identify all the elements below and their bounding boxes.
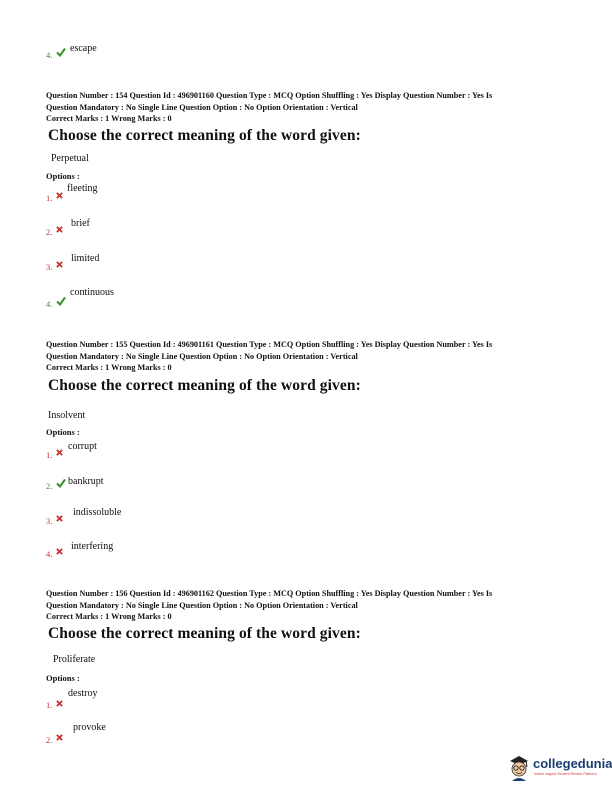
option-number: 3.: [46, 262, 53, 272]
option-number: 3.: [46, 516, 53, 526]
check-icon: [56, 47, 66, 57]
meta-line: Question Number : 156 Question Id : 496901162 Question Type : MCQ Option Shuffling : Yes Display Question Number : Yes Is: [46, 589, 493, 598]
meta-line: Question Number : 154 Question Id : 496901160 Question Type : MCQ Option Shuffling : Yes Display Question Number : Yes Is: [46, 91, 493, 100]
question-meta: [46, 90, 566, 125]
question-word: Proliferate: [53, 654, 96, 665]
options-label: Options :: [46, 673, 80, 683]
question-stem: Choose the correct meaning of the word given:: [48, 127, 361, 144]
question-stem: Choose the correct meaning of the word given:: [48, 377, 361, 394]
marks-line: Correct Marks : 1 Wrong Marks : 0: [46, 363, 172, 372]
mascot-icon: [506, 751, 532, 781]
option-number: 2.: [46, 735, 53, 745]
option-number: 1.: [46, 193, 53, 203]
option-number: 4.: [46, 549, 53, 559]
options-label: Options :: [46, 171, 80, 181]
option-text: interfering: [71, 541, 114, 552]
option-text: bankrupt: [68, 476, 104, 487]
option-text: destroy: [68, 688, 98, 699]
question-word: Insolvent: [48, 410, 86, 421]
question-meta: [46, 339, 566, 374]
meta-line: Question Mandatory : No Single Line Question Option : No Option Orientation : Vertical: [46, 600, 358, 610]
option-text: corrupt: [68, 441, 97, 452]
brand-logo: [506, 750, 610, 784]
option-text: brief: [71, 218, 90, 229]
cross-icon: [56, 449, 63, 456]
question-word: Perpetual: [51, 153, 89, 164]
option-text: indissoluble: [73, 507, 122, 518]
meta-line: Question Mandatory : No Single Line Question Option : No Option Orientation : Vertical: [46, 102, 358, 112]
option-number: 1.: [46, 700, 53, 710]
option-text: limited: [71, 253, 100, 264]
check-icon: [56, 478, 66, 488]
option-number: 2.: [46, 227, 53, 237]
meta-line: Question Number : 155 Question Id : 496901161 Question Type : MCQ Option Shuffling : Yes Display Question Number : Yes Is: [46, 340, 493, 349]
cross-icon: [56, 192, 63, 199]
cross-icon: [56, 515, 63, 522]
option-number: 1.: [46, 450, 53, 460]
cross-icon: [56, 734, 63, 741]
question-stem: Choose the correct meaning of the word given:: [48, 625, 361, 642]
marks-line: Correct Marks : 1 Wrong Marks : 0: [46, 612, 172, 621]
option-text: provoke: [73, 722, 106, 733]
option-number: 4.: [46, 299, 53, 309]
option-text: fleeting: [67, 183, 98, 194]
cross-icon: [56, 261, 63, 268]
marks-line: Correct Marks : 1 Wrong Marks : 0: [46, 114, 172, 123]
option-text: escape: [70, 43, 97, 54]
cross-icon: [56, 548, 63, 555]
check-icon: [56, 296, 66, 306]
brand-tagline: India's largest Student Review Platform: [534, 772, 597, 776]
meta-line: Question Mandatory : No Single Line Question Option : No Option Orientation : Vertical: [46, 351, 358, 361]
option-number: 2.: [46, 481, 53, 491]
option-number: 4.: [46, 50, 53, 60]
cross-icon: [56, 226, 63, 233]
cross-icon: [56, 700, 63, 707]
option-text: continuous: [70, 287, 114, 298]
brand-name: collegedunia: [533, 756, 612, 771]
options-label: Options :: [46, 427, 80, 437]
question-meta: [46, 588, 566, 623]
